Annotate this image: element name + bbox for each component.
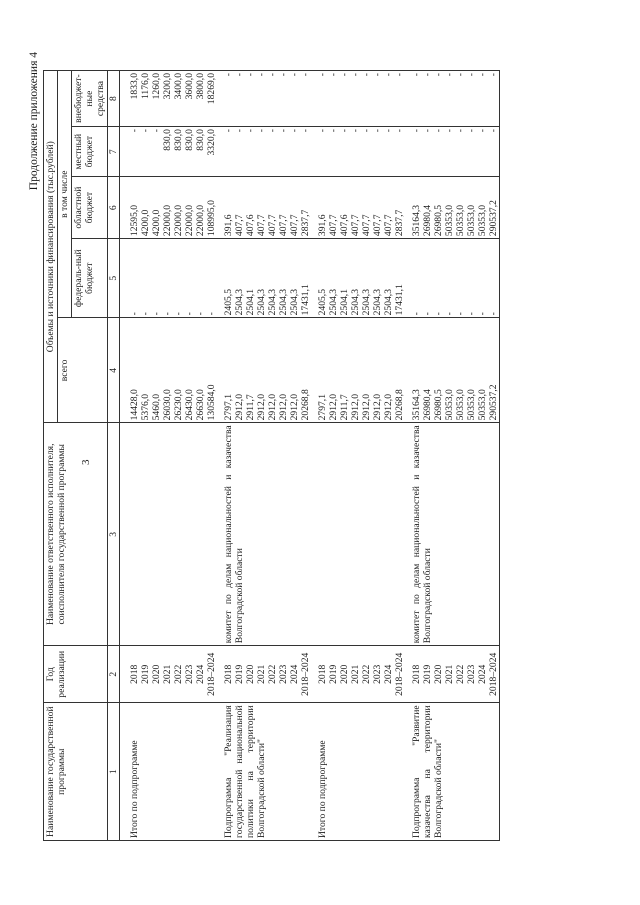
year — [217, 646, 311, 703]
regional-budget — [120, 177, 218, 239]
total-value: 26430,0 — [184, 389, 195, 421]
year-value: 2021 — [444, 664, 455, 684]
offbudget-funds-value: - — [455, 73, 466, 77]
total-value: 2912,0 — [350, 393, 361, 421]
year-value: 2023 — [278, 664, 289, 684]
offbudget-funds — [405, 71, 500, 127]
year-value: 2020 — [339, 664, 350, 684]
local-budget-value: 830,0 — [173, 129, 184, 151]
regional-budget-value: 407,7 — [256, 214, 267, 237]
regional-budget-value: 407,7 — [350, 214, 361, 237]
year-value: 2018–2024 — [488, 652, 499, 696]
col-number: 8 — [108, 71, 120, 127]
year-value: 2019 — [234, 664, 245, 684]
year-value: 2019 — [328, 664, 339, 684]
local-budget-value: - — [289, 129, 300, 133]
federal-budget-value: 2405,5 — [317, 289, 328, 316]
year-value: 2018 — [411, 664, 422, 684]
total — [405, 318, 500, 423]
regional-budget-value: 407,7 — [289, 214, 300, 237]
regional-budget-value: 391,6 — [223, 214, 234, 237]
year — [311, 646, 405, 703]
federal-budget-value: - — [206, 312, 217, 316]
regional-budget-value: 26980,5 — [433, 204, 444, 237]
offbudget-funds-value: - — [361, 73, 372, 77]
header-program-name: Наименование государственной программы — [44, 703, 108, 841]
total-value: 26630,0 — [195, 389, 206, 421]
federal-budget-value: - — [140, 312, 151, 316]
regional-budget-value: 35164,3 — [411, 204, 422, 237]
regional-budget-value: 407,6 — [245, 214, 256, 237]
regional-budget-value: 108995,0 — [206, 200, 217, 237]
year-value: 2023 — [184, 664, 195, 684]
federal-budget — [405, 239, 500, 318]
federal-budget-value: - — [184, 312, 195, 316]
federal-budget-value: - — [151, 312, 162, 316]
total-value: 2912,0 — [256, 393, 267, 421]
regional-budget-value: 50353,0 — [466, 204, 477, 237]
col-number: 7 — [108, 127, 120, 177]
local-budget-value: - — [223, 129, 234, 133]
year-value: 2018–2024 — [300, 652, 311, 696]
regional-budget-value: 26980,4 — [422, 204, 433, 237]
program-name: Итого по подпрограмме — [120, 703, 218, 841]
year-value: 2022 — [173, 664, 184, 684]
offbudget-funds-value: - — [328, 73, 339, 77]
funding-table — [43, 70, 500, 841]
local-budget-value: 830,0 — [184, 129, 195, 151]
local-budget-value: - — [151, 129, 162, 133]
local-budget-value: - — [234, 129, 245, 133]
regional-budget-value: 407,7 — [383, 214, 394, 237]
total-value: 2912,0 — [278, 393, 289, 421]
offbudget-funds-value: - — [477, 73, 488, 77]
offbudget-funds — [120, 71, 218, 127]
federal-budget-value: 2504,1 — [245, 289, 256, 316]
local-budget-value: - — [245, 129, 256, 133]
year-value: 2020 — [433, 664, 444, 684]
col-number: 5 — [108, 239, 120, 318]
total-value: 20268,8 — [394, 389, 405, 421]
local-budget — [405, 127, 500, 177]
executor — [120, 423, 218, 646]
federal-budget-value: - — [433, 312, 444, 316]
local-budget-value: 830,0 — [195, 129, 206, 151]
federal-budget — [311, 239, 405, 318]
total-value: 2912,0 — [289, 393, 300, 421]
local-budget-value: - — [278, 129, 289, 133]
total-value: 26230,0 — [173, 389, 184, 421]
year-value: 2023 — [372, 664, 383, 684]
year-value: 2018 — [317, 664, 328, 684]
offbudget-funds-value: - — [223, 73, 234, 77]
local-budget — [217, 127, 311, 177]
year-value: 2021 — [256, 664, 267, 684]
federal-budget-value: - — [444, 312, 455, 316]
col-number: 2 — [108, 646, 120, 703]
regional-budget-value: 12595,0 — [129, 204, 140, 237]
local-budget-value: - — [300, 129, 311, 133]
offbudget-funds-value: - — [433, 73, 444, 77]
table-row — [311, 71, 405, 841]
offbudget-funds-value: 3800,0 — [195, 73, 206, 100]
table-row — [405, 71, 500, 841]
program-name: Подпрограмма "Реализация государственной национальной политики на территории Волгоградской области" — [217, 703, 311, 841]
header-year: Год реализации — [44, 646, 108, 703]
year-value: 2024 — [477, 664, 488, 684]
offbudget-funds-value: 3400,0 — [173, 73, 184, 100]
federal-budget-value: - — [129, 312, 140, 316]
federal-budget-value: - — [477, 312, 488, 316]
federal-budget — [217, 239, 311, 318]
offbudget-funds-value: - — [300, 73, 311, 77]
offbudget-funds-value: 1176,0 — [140, 73, 151, 100]
regional-budget-value: 2837,7 — [394, 209, 405, 237]
executor: комитет по делам национальностей и казачества Волгоградской области — [405, 423, 500, 646]
total-value: 290537,2 — [488, 384, 499, 421]
federal-budget-value: 2504,3 — [383, 289, 394, 316]
col-number: 3 — [108, 423, 120, 646]
offbudget-funds-value: 18269,0 — [206, 73, 217, 105]
local-budget-value: - — [328, 129, 339, 133]
offbudget-funds-value: - — [411, 73, 422, 77]
offbudget-funds-value: 1833,0 — [129, 73, 140, 100]
local-budget-value: - — [317, 129, 328, 133]
federal-budget-value: 2504,3 — [361, 289, 372, 316]
total-value: 130584,0 — [206, 384, 217, 421]
year-value: 2021 — [350, 664, 361, 684]
regional-budget-value: 407,7 — [278, 214, 289, 237]
local-budget-value: - — [372, 129, 383, 133]
local-budget-value: - — [411, 129, 422, 133]
col-number: 1 — [108, 703, 120, 841]
regional-budget-value: 407,7 — [234, 214, 245, 237]
year-value: 2018–2024 — [206, 652, 217, 696]
header-regional: областной бюджет — [72, 177, 108, 239]
federal-budget-value: - — [466, 312, 477, 316]
federal-budget-value: 2504,3 — [256, 289, 267, 316]
local-budget-value: - — [444, 129, 455, 133]
total-value: 26980,5 — [433, 389, 444, 421]
local-budget-value: - — [394, 129, 405, 133]
local-budget-value: - — [267, 129, 278, 133]
offbudget-funds-value: - — [488, 73, 499, 77]
offbudget-funds-value: - — [339, 73, 350, 77]
offbudget-funds-value: - — [289, 73, 300, 77]
continuation-label: Продолжение приложения 4 — [28, 52, 40, 191]
total-value: 26980,4 — [422, 389, 433, 421]
total-value: 2912,0 — [234, 393, 245, 421]
total-value: 2912,0 — [372, 393, 383, 421]
year-value: 2020 — [245, 664, 256, 684]
regional-budget — [311, 177, 405, 239]
local-budget-value: - — [256, 129, 267, 133]
total-value: 2797,1 — [317, 393, 328, 421]
total — [120, 318, 218, 423]
local-budget-value: - — [477, 129, 488, 133]
regional-budget-value: 4200,0 — [151, 209, 162, 237]
offbudget-funds-value: - — [267, 73, 278, 77]
federal-budget-value: - — [411, 312, 422, 316]
col-number: 4 — [108, 318, 120, 423]
offbudget-funds — [217, 71, 311, 127]
local-budget-value: - — [466, 129, 477, 133]
offbudget-funds-value: 3600,0 — [184, 73, 195, 100]
header-federal: федераль-ный бюджет — [72, 239, 108, 318]
year-value: 2020 — [151, 664, 162, 684]
local-budget-value: - — [350, 129, 361, 133]
total-value: 2797,1 — [223, 393, 234, 421]
year-value: 2024 — [289, 664, 300, 684]
local-budget-value: - — [361, 129, 372, 133]
total-value: 5376,0 — [140, 393, 151, 421]
federal-budget-value: 2504,1 — [339, 289, 350, 316]
federal-budget-value: - — [422, 312, 433, 316]
program-name: Итого по подпрограмме — [311, 703, 405, 841]
total-value: 20268,8 — [300, 389, 311, 421]
regional-budget-value: 50353,0 — [444, 204, 455, 237]
federal-budget-value: - — [195, 312, 206, 316]
total-value: 2911,7 — [339, 394, 350, 421]
federal-budget — [120, 239, 218, 318]
regional-budget-value: 22000,0 — [162, 204, 173, 237]
offbudget-funds-value: - — [234, 73, 245, 77]
regional-budget-value: 22000,0 — [184, 204, 195, 237]
regional-budget-value: 407,6 — [339, 214, 350, 237]
year-value: 2024 — [383, 664, 394, 684]
total-value: 2912,0 — [267, 393, 278, 421]
total-value: 50353,0 — [466, 389, 477, 421]
offbudget-funds-value: - — [394, 73, 405, 77]
regional-budget-value: 407,7 — [328, 214, 339, 237]
total — [217, 318, 311, 423]
offbudget-funds-value: - — [278, 73, 289, 77]
year — [405, 646, 500, 703]
year-value: 2018 — [129, 664, 140, 684]
local-budget-value: - — [455, 129, 466, 133]
year-value: 2022 — [455, 664, 466, 684]
federal-budget-value: - — [488, 312, 499, 316]
year-value: 2019 — [140, 664, 151, 684]
regional-budget-value: 50353,0 — [455, 204, 466, 237]
header-local: местный бюджет — [72, 127, 108, 177]
header-offbudget: внебюджет-ные средства — [72, 71, 108, 127]
program-name: Подпрограмма "Развитие казачества на территории Волгоградской области" — [405, 703, 500, 841]
table-body — [120, 71, 500, 841]
federal-budget-value: 2504,3 — [267, 289, 278, 316]
year-value: 2018 — [223, 664, 234, 684]
offbudget-funds-value: - — [383, 73, 394, 77]
table-row — [120, 71, 218, 841]
table-row — [217, 71, 311, 841]
offbudget-funds-value: - — [317, 73, 328, 77]
page-number: 3 — [80, 459, 92, 465]
federal-budget-value: 2504,3 — [328, 289, 339, 316]
year-value: 2021 — [162, 664, 173, 684]
local-budget-value: - — [339, 129, 350, 133]
year-value: 2019 — [422, 664, 433, 684]
federal-budget-value: 2405,5 — [223, 289, 234, 316]
local-budget-value: 3320,0 — [206, 129, 217, 156]
regional-budget-value: 290537,2 — [488, 200, 499, 237]
executor — [311, 423, 405, 646]
local-budget-value: - — [129, 129, 140, 133]
local-budget-value: - — [488, 129, 499, 133]
offbudget-funds-value: - — [466, 73, 477, 77]
total-value: 14428,0 — [129, 389, 140, 421]
federal-budget-value: - — [455, 312, 466, 316]
total-value: 5460,0 — [151, 393, 162, 421]
year-value: 2024 — [195, 664, 206, 684]
regional-budget-value: 50353,0 — [477, 204, 488, 237]
federal-budget-value: 2504,3 — [350, 289, 361, 316]
year — [120, 646, 218, 703]
total-value: 2912,0 — [383, 393, 394, 421]
total — [311, 318, 405, 423]
federal-budget-value: 2504,3 — [278, 289, 289, 316]
local-budget-value: - — [383, 129, 394, 133]
federal-budget-value: - — [162, 312, 173, 316]
local-budget-value: - — [433, 129, 444, 133]
regional-budget-value: 407,7 — [361, 214, 372, 237]
regional-budget — [217, 177, 311, 239]
header-including: в том числе — [58, 71, 72, 318]
federal-budget-value: - — [173, 312, 184, 316]
regional-budget-value: 407,7 — [372, 214, 383, 237]
regional-budget — [405, 177, 500, 239]
total-value: 2911,7 — [245, 394, 256, 421]
federal-budget-value: 2504,3 — [234, 289, 245, 316]
year-value: 2022 — [267, 664, 278, 684]
local-budget-value: 830,0 — [162, 129, 173, 151]
year-value: 2018–2024 — [394, 652, 405, 696]
total-value: 50353,0 — [444, 389, 455, 421]
total-value: 2912,0 — [361, 393, 372, 421]
offbudget-funds — [311, 71, 405, 127]
total-value: 26030,0 — [162, 389, 173, 421]
federal-budget-value: 2504,3 — [372, 289, 383, 316]
total-value: 50353,0 — [455, 389, 466, 421]
regional-budget-value: 4200,0 — [140, 209, 151, 237]
regional-budget-value: 2837,7 — [300, 209, 311, 237]
local-budget-value: - — [422, 129, 433, 133]
executor: комитет по делам национальностей и казачества Волгоградской области — [217, 423, 311, 646]
year-value: 2023 — [466, 664, 477, 684]
offbudget-funds-value: - — [422, 73, 433, 77]
local-budget-value: - — [140, 129, 151, 133]
federal-budget-value: 17431,1 — [394, 284, 405, 316]
offbudget-funds-value: 1260,0 — [151, 73, 162, 100]
offbudget-funds-value: - — [256, 73, 267, 77]
federal-budget-value: 17431,1 — [300, 284, 311, 316]
header-funding: Объемы и источники финансирования (тыс.рублей) — [44, 71, 58, 423]
total-value: 35164,3 — [411, 389, 422, 421]
table-header — [44, 71, 120, 841]
total-value: 50353,0 — [477, 389, 488, 421]
regional-budget-value: 407,7 — [267, 214, 278, 237]
offbudget-funds-value: 3200,0 — [162, 73, 173, 100]
regional-budget-value: 22000,0 — [195, 204, 206, 237]
year-value: 2022 — [361, 664, 372, 684]
offbudget-funds-value: - — [444, 73, 455, 77]
local-budget — [120, 127, 218, 177]
regional-budget-value: 391,6 — [317, 214, 328, 237]
total-value: 2912,0 — [328, 393, 339, 421]
offbudget-funds-value: - — [350, 73, 361, 77]
local-budget — [311, 127, 405, 177]
offbudget-funds-value: - — [245, 73, 256, 77]
offbudget-funds-value: - — [372, 73, 383, 77]
federal-budget-value: 2504,3 — [289, 289, 300, 316]
header-total: всего — [58, 318, 108, 423]
col-number: 6 — [108, 177, 120, 239]
header-executor: Наименование ответственного исполнителя, соисполнителя государственной программы — [44, 423, 108, 646]
regional-budget-value: 22000,0 — [173, 204, 184, 237]
